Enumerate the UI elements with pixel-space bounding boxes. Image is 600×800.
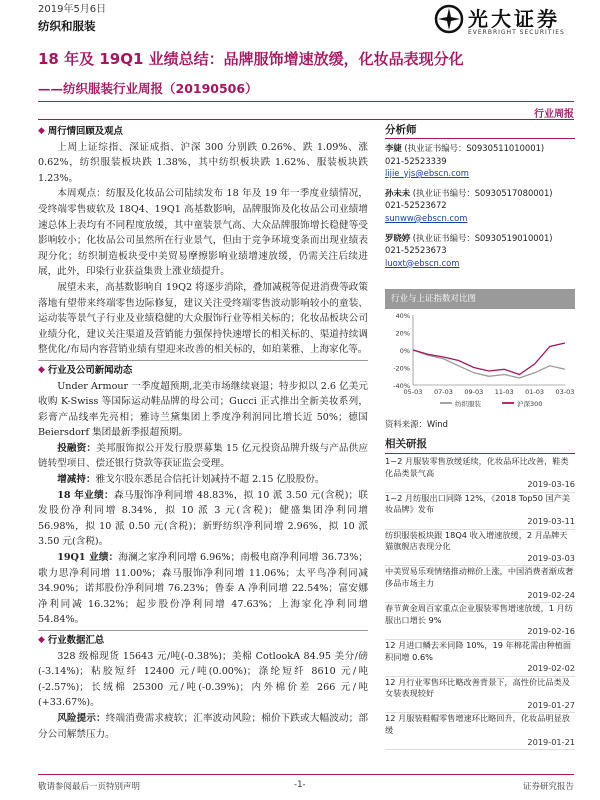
related-report-date: 2019-02-24 <box>527 589 575 600</box>
related-report-date: 2019-02-02 <box>527 663 575 674</box>
analyst-card <box>385 232 575 269</box>
analyst-phone: 021-52523339 <box>385 155 447 166</box>
footer-disclaimer: 敬请参阅最后一页特别声明 <box>38 782 141 792</box>
paragraph <box>38 711 368 742</box>
related-report-title[interactable]: 纺织服装板块跟 18Q4 收入增速放缓，2 月品牌天猫旗舰店表现分化 <box>385 529 568 552</box>
related-report-title[interactable]: 12 月行业零售环比略改善背景下，高性价比品类及女装表现较好 <box>385 676 570 699</box>
analyst-name: 孙未未 <box>385 188 411 199</box>
x-tick-label: 09-03 <box>464 388 484 396</box>
paragraph-text: 雅戈尔股东悉昆合信托计划减持不超 2.15 亿股股份。 <box>95 474 325 486</box>
related-report-date: 2019-03-03 <box>527 552 575 563</box>
related-heading: 相关研报 <box>385 438 427 450</box>
section-heading <box>38 363 368 379</box>
x-tick-label: 11-03 <box>494 388 514 396</box>
y-tick-label: 0% <box>399 347 410 355</box>
report-type-label: 行业周报 <box>534 109 574 120</box>
paragraph <box>38 441 368 472</box>
x-tick-label: 07-03 <box>433 388 453 396</box>
paragraph <box>38 550 368 628</box>
y-tick-label: 20% <box>395 329 410 338</box>
chart-title: 行业与上证指数对比图 <box>385 289 575 309</box>
y-tick-label: -20% <box>393 364 410 373</box>
related-report-item[interactable] <box>385 640 575 677</box>
report-title: 18 年及 19Q1 业绩总结：品牌服饰增速放缓，化妆品表现分化 <box>38 50 464 68</box>
analyst-card <box>385 142 575 179</box>
section-divider <box>38 630 368 631</box>
brand-logo <box>434 2 576 40</box>
comparison-chart <box>385 289 575 411</box>
section-title: 行业数据汇总 <box>47 635 105 646</box>
paragraph <box>38 488 368 550</box>
paragraph <box>38 472 368 488</box>
y-tick-label: -40% <box>393 382 410 390</box>
analyst-cert: (执业证书编号：S0930517080001) <box>412 188 553 199</box>
header-divider <box>38 119 574 120</box>
paragraph-text: 美邦服饰拟公开发行股票募集 15 亿元投资品牌升级与产品供应链转型项目、偿还银行贷款等获证监会受理。 <box>38 442 368 470</box>
related-report-date: 2019-01-21 <box>527 736 575 747</box>
section-heading <box>38 633 368 649</box>
paragraph-label: 风险提示： <box>57 712 106 724</box>
footer-brand: 证券研究报告 <box>522 782 574 792</box>
analyst-email[interactable]: luoxt@ebscn.com <box>385 257 460 268</box>
x-tick-label: 03-03 <box>555 388 575 396</box>
paragraph: 上周上证综指、深证成指、沪深 300 分别跌 0.26%、跌 1.09%、涨 0.62%，纺织服装板块跌 1.38%，其中纺织板块跌 1.62%、服装板块跌 1.23%。 <box>38 141 368 184</box>
paragraph: 展望未来，高基数影响自 19Q2 将逐步消除，叠加减税等促进消费等政策落地有望带来终端零售边际修复，建议关注受终端零售波动影响较小的童装、运动装等景气子行业及业绩稳健的大众服饰行业等相关标的；化妆品板块公司业绩分化，建议关注渠道及营销能力强保持快速增长的相关标的、渠道持续调整优化/布局内容营销业绩有望迎来改善的相关标的，如珀莱雅、上海家化等。 <box>38 281 368 356</box>
report-subtitle: ——纺织服装行业周报（20190506） <box>38 81 258 96</box>
main-column <box>38 124 368 742</box>
related-reports <box>385 436 575 750</box>
x-tick-label: 01-03 <box>525 388 545 396</box>
diamond-icon: ◆ <box>38 126 45 136</box>
page-number: -1- <box>294 780 306 790</box>
paragraph-text: 海澜之家净利同增 6.96%；南极电商净利同增 36.73%；歌力思净利同增 11.00%；森马服饰净利同增 11.06%；太平鸟净利同减 34.90%；诺邦股份净利同增 76.23%；鲁泰 A 净利同增 22.54%；富安娜净利同减 16.32%；起步股份净利同增 47.63%；上海家化净利同增 54.84%。 <box>38 552 368 626</box>
section-divider <box>38 360 368 361</box>
section-title: 行业及公司新闻动态 <box>47 364 133 376</box>
related-report-date: 2019-03-11 <box>527 515 575 526</box>
paragraph-label: 19Q1 业绩： <box>57 552 119 564</box>
analyst-name: 罗晓婷 <box>385 233 411 244</box>
analyst-cert: (执业证书编号：S0930511010001) <box>404 143 545 154</box>
series-line-0 <box>413 350 565 378</box>
diamond-icon: ◆ <box>38 364 45 375</box>
paragraph: Under Armour 一季度超预期,北美市场继续衰退；特步拟以 2.6 亿美元收购 K-Swiss 等国际运动鞋品牌的母公司；Gucci 正式推出全新美妆系列，彩膏产品线率先亮相；雅诗兰黛集团上季度净利润同比增长近 50%；德国 Beiersdorf 集团最新季报超预期。 <box>38 380 368 439</box>
section-heading <box>38 124 368 140</box>
paragraph-label: 投融资： <box>57 442 97 454</box>
diamond-icon: ◆ <box>38 635 45 645</box>
paragraph-label: 增减持： <box>57 474 96 486</box>
paragraph-label: 18 年业绩： <box>57 489 114 501</box>
related-report-date: 2019-01-27 <box>527 699 575 710</box>
related-report-item[interactable] <box>385 677 575 714</box>
paragraph: 328 级棉现货 15643 元/吨(-0.38%)；美棉 CotlookA 84.95 美分/磅(-3.14%)；粘胶短纤 12400 元/吨(0.00%)；涤纶短纤 8610 元/吨(-2.57%)；长绒棉 25300 元/吨(-0.39%)；内外棉价差 266 元/吨(+33.67%)。 <box>38 650 368 709</box>
analyst-divider <box>385 138 575 139</box>
title-divider <box>38 101 574 102</box>
analyst-phone: 021-52523672 <box>385 200 447 211</box>
chart-source: 资料来源：Wind <box>385 419 448 429</box>
related-report-title[interactable]: 1~2 月纺服出口同降 12%，《2018 Top50 国产美妆品牌》发布 <box>385 492 571 515</box>
paragraph-text: 终端消费需求疲软；汇率波动风险；棉价下跌或大幅波动；部分公司解禁压力。 <box>38 712 369 740</box>
related-report-date: 2019-02-16 <box>527 626 575 637</box>
related-divider <box>385 453 575 454</box>
related-report-item[interactable] <box>385 493 575 530</box>
related-report-item[interactable] <box>385 530 575 567</box>
y-tick-label: 40% <box>395 312 410 320</box>
analyst-name: 李婕 <box>385 143 402 154</box>
analyst-phone: 021-52523673 <box>385 245 447 256</box>
legend-label: 纺织服装 <box>455 400 481 408</box>
related-report-title[interactable]: 12 月进口鳞去米同降 10%，19 年棉花需由种植面积同增 0.6% <box>385 639 572 662</box>
analyst-card <box>385 187 575 224</box>
related-report-date: 2019-03-16 <box>527 479 575 490</box>
related-report-item[interactable] <box>385 566 575 603</box>
section-title: 周行情回顾及观点 <box>47 126 123 137</box>
analyst-heading: 分析师 <box>385 124 417 136</box>
paragraph: 本周观点：纺服及化妆品公司陆续发布 18 年及 19 年一季度业绩情况，受终端零售疲软及 18Q4、19Q1 高基数影响，品牌服饰及化妆品公司业绩增速总体上表均有不同程度放缓，其中童装景气高、大众品牌服饰增长稳健等受影响较小；化妆品公司虽然所在行业景气，但由于竞争环境变条而出现业绩表现分化；纺织制造板块受中美贸易摩擦影响业绩增速放缓，仍需关注后续进展，此外，印染行业获益集贵上涨业绩提升。 <box>38 188 368 278</box>
related-report-item[interactable] <box>385 713 575 750</box>
related-report-title[interactable]: 春节黄金周百家重点企业服装零售增速放缓，1 月纺服出口增长 9% <box>385 603 573 625</box>
related-report-item[interactable] <box>385 456 575 493</box>
report-date: 2019年5月6日 <box>38 4 107 15</box>
legend-label: 沪深300 <box>517 400 543 408</box>
industry-category: 纺织和服装 <box>38 19 96 33</box>
analyst-email[interactable]: sunww@ebscn.com <box>385 212 468 223</box>
paragraph-text: 森马服饰净利同增 48.83%，拟 10 派 3.50 元(含税)；联发股份净利同增 8.34%，拟 10 派 3 元(含税)；健盛集团净利同增 56.98%，拟 10 派 0.50 元(含税)；新野纺织净利同增 2.96%，拟 10 派 3.50 元(含税)。 <box>38 489 368 548</box>
analyst-cert: (执业证书编号：S0930519010001) <box>412 233 553 244</box>
chart-plot <box>385 309 575 411</box>
analyst-panel <box>385 124 575 269</box>
related-report-title[interactable]: 12 月服装鞋帽零售增速环比略回升，化妆品明显放缓 <box>385 713 570 736</box>
footer-divider <box>38 774 574 775</box>
logo-mark-icon <box>434 4 464 34</box>
related-report-title[interactable]: 1~2 月服装零售放缓延续，化妆品环比改善，鞋类化品类景气高 <box>385 456 569 478</box>
analyst-email[interactable]: lijie_yjs@ebscn.com <box>385 167 469 178</box>
logo-text: 光大证券 <box>468 7 560 31</box>
related-report-item[interactable] <box>385 603 575 640</box>
related-report-title[interactable]: 中美贸易乐观情绪推动棉价上涨，中国消费者渐成奢侈品市场主力 <box>385 566 574 588</box>
logo-text-en: EVERBRIGHT SECURITIES <box>468 29 565 36</box>
x-tick-label: 05-03 <box>403 388 423 396</box>
